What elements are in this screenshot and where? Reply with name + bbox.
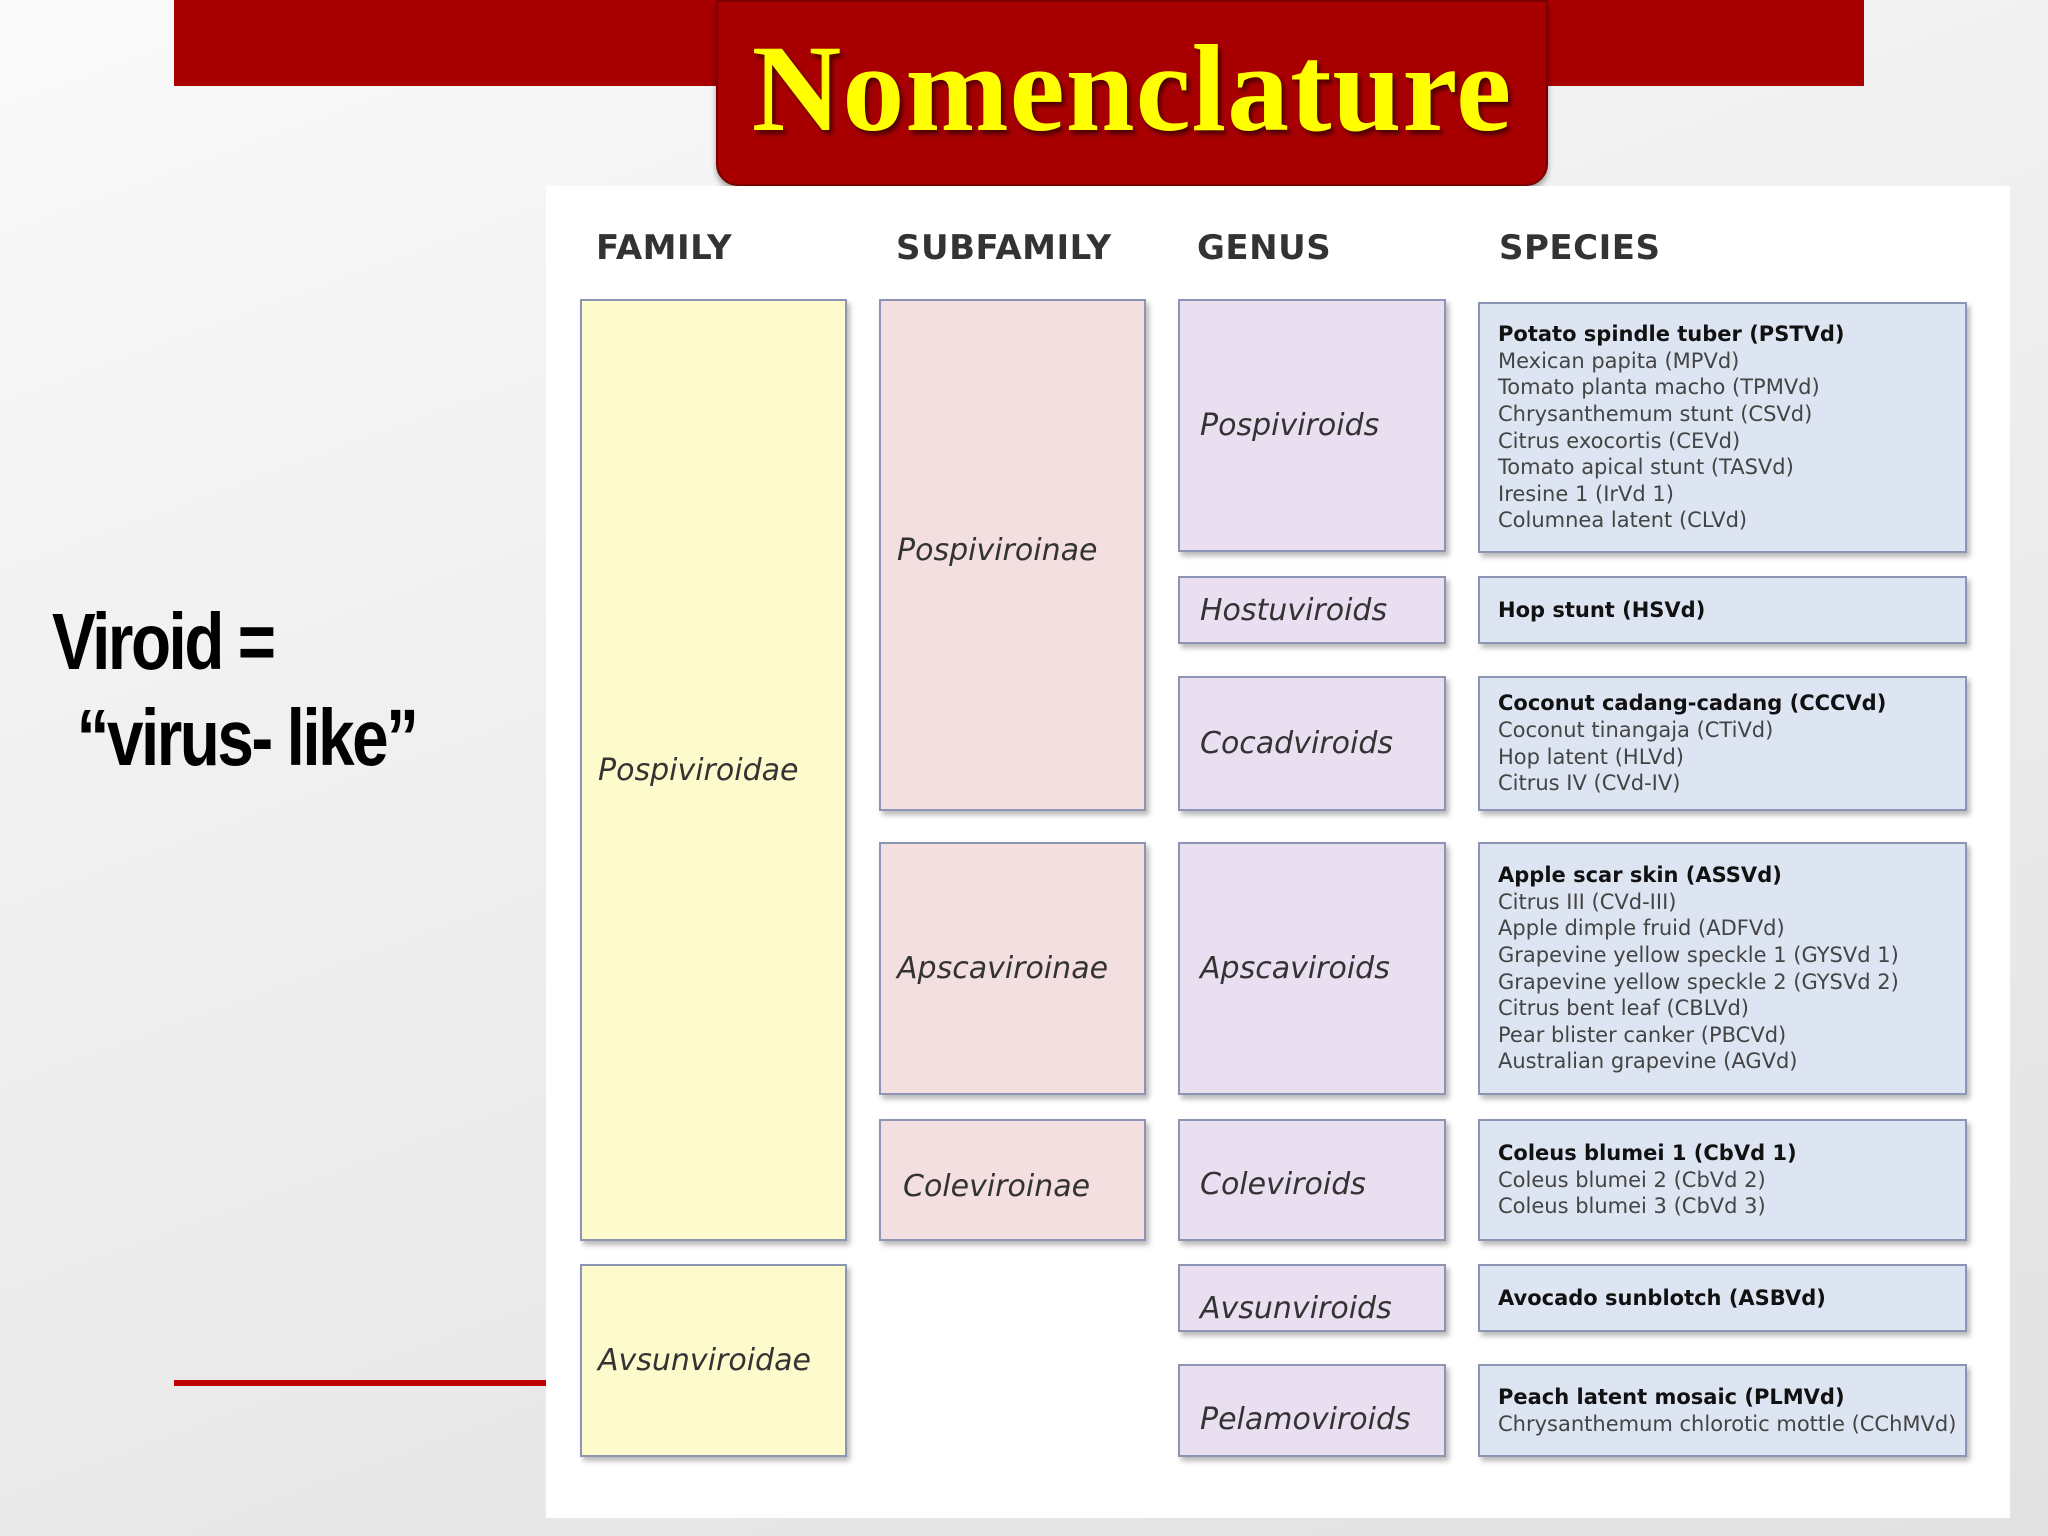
- species-item: Coleus blumei 3 (CbVd 3): [1498, 1194, 1766, 1219]
- species-item: Chrysanthemum chlorotic mottle (CChMVd): [1498, 1411, 1957, 1436]
- genus-label: Hostuviroids: [1200, 592, 1388, 628]
- species-item: Columnea latent (CLVd): [1498, 508, 1748, 533]
- species-item: Tomato apical stunt (TASVd): [1498, 455, 1794, 480]
- species-item: Australian grapevine (AGVd): [1498, 1049, 1798, 1074]
- genus-label: Avsunviroids: [1200, 1290, 1392, 1326]
- species-item: Coleus blumei 2 (CbVd 2): [1498, 1167, 1766, 1192]
- species-item: Citrus bent leaf (CBLVd): [1498, 996, 1749, 1021]
- species-item: Hop stunt (HSVd): [1498, 597, 1706, 622]
- family-box-avsunviroidae: [580, 1264, 847, 1457]
- species-item: Iresine 1 (IrVd 1): [1498, 481, 1674, 506]
- species-item: Chrysanthemum stunt (CSVd): [1498, 401, 1813, 426]
- species-item: Tomato planta macho (TPMVd): [1498, 375, 1820, 400]
- species-box-cocadviroids: [1478, 676, 1967, 811]
- species-item: Grapevine yellow speckle 2 (GYSVd 2): [1498, 969, 1899, 994]
- column-header-subfamily: SUBFAMILY: [896, 228, 1112, 268]
- species-box-pelamoviroids: [1478, 1364, 1967, 1457]
- subfamily-label: Pospiviroinae: [897, 532, 1098, 568]
- species-item: Citrus IV (CVd-IV): [1498, 771, 1681, 796]
- slide-title: Nomenclature: [751, 20, 1513, 157]
- subfamily-box-apscaviroinae: [879, 842, 1146, 1095]
- species-item: Pear blister canker (PBCVd): [1498, 1022, 1787, 1047]
- species-item: Apple dimple fruid (ADFVd): [1498, 916, 1785, 941]
- subfamily-box-pospiviroinae: [879, 299, 1146, 811]
- species-item: Citrus III (CVd-III): [1498, 889, 1677, 914]
- family-label: Pospiviroidae: [598, 752, 799, 788]
- species-item: Coconut cadang-cadang (CCCVd): [1498, 691, 1887, 716]
- title-box: [716, 0, 1548, 186]
- column-header-family: FAMILY: [596, 228, 733, 268]
- species-item: Apple scar skin (ASSVd): [1498, 863, 1782, 888]
- subfamily-label: Apscaviroinae: [897, 951, 1109, 986]
- species-item: Potato spindle tuber (PSTVd): [1498, 322, 1845, 347]
- species-item: Mexican papita (MPVd): [1498, 348, 1740, 373]
- species-list: [1480, 1140, 1797, 1220]
- species-item: Grapevine yellow speckle 1 (GYSVd 1): [1498, 942, 1899, 967]
- genus-box-apscaviroids: [1178, 842, 1446, 1095]
- subfamily-box-coleviroinae: [879, 1119, 1146, 1241]
- column-header-genus: GENUS: [1197, 228, 1332, 268]
- genus-label: Cocadviroids: [1200, 726, 1394, 761]
- species-item: Hop latent (HLVd): [1498, 744, 1684, 769]
- species-list: [1480, 1285, 1826, 1312]
- viroid-definition-line2: “virus- like”: [76, 693, 417, 782]
- subfamily-label: Coleviroinae: [903, 1168, 1091, 1204]
- genus-box-coleviroids: [1178, 1119, 1446, 1241]
- genus-label: Apscaviroids: [1200, 951, 1390, 986]
- species-item: Peach latent mosaic (PLMVd): [1498, 1384, 1845, 1409]
- species-box-coleviroids: [1478, 1119, 1967, 1241]
- species-item: Avocado sunblotch (ASBVd): [1498, 1285, 1826, 1310]
- species-box-apscaviroids: [1478, 842, 1967, 1095]
- accent-line: [174, 1380, 548, 1386]
- species-box-avsunviroids: [1478, 1264, 1967, 1332]
- species-list: [1480, 321, 1845, 534]
- genus-label: Pelamoviroids: [1200, 1402, 1411, 1437]
- genus-box-cocadviroids: [1178, 676, 1446, 811]
- species-list: [1480, 597, 1705, 624]
- species-list: [1480, 690, 1886, 796]
- species-item: Coconut tinangaja (CTiVd): [1498, 717, 1774, 742]
- species-list: [1480, 1384, 1956, 1437]
- genus-box-hostuviroids: [1178, 576, 1446, 644]
- genus-label: Pospiviroids: [1200, 408, 1380, 443]
- genus-box-pelamoviroids: [1178, 1364, 1446, 1457]
- family-label: Avsunviroidae: [598, 1343, 811, 1378]
- viroid-definition-line1: Viroid =: [52, 597, 274, 686]
- genus-label: Coleviroids: [1200, 1166, 1366, 1202]
- species-item: Coleus blumei 1 (CbVd 1): [1498, 1141, 1797, 1166]
- genus-box-pospiviroids: [1178, 299, 1446, 552]
- species-box-hostuviroids: [1478, 576, 1967, 644]
- column-header-species: SPECIES: [1499, 228, 1661, 268]
- species-item: Citrus exocortis (CEVd): [1498, 428, 1741, 453]
- family-box-pospiviroidae: [580, 299, 847, 1241]
- species-list: [1480, 862, 1899, 1075]
- viroid-definition: [52, 594, 417, 786]
- genus-box-avsunviroids: [1178, 1264, 1446, 1332]
- species-box-pospiviroids: [1478, 302, 1967, 553]
